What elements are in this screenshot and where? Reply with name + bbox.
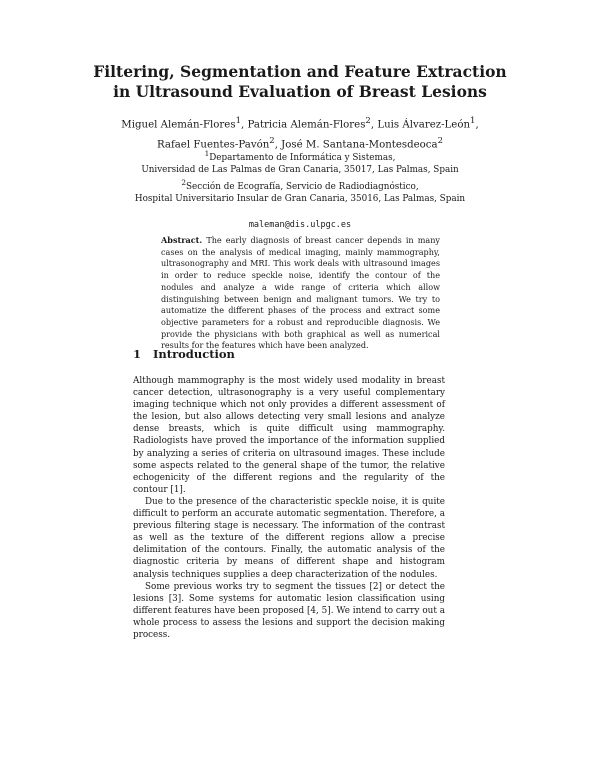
author-name: Patricia Alemán-Flores: [247, 119, 366, 131]
author-separator: ,: [475, 119, 479, 131]
author-name: Miguel Alemán-Flores: [121, 119, 236, 131]
affiliation-2-line-1: [0, 177, 600, 193]
author-separator: ,: [370, 119, 378, 131]
section-number: 1: [133, 347, 142, 361]
body-paragraph: Some previous works try to segment the tissues [2] or detect the lesions [3]. Some systems for automatic lesion classification using different features have been proposed [4, 5]. We intend to carry out a whole process to assess the lesions and support the decision making process.: [133, 581, 445, 640]
author-affil-marker: 2: [365, 116, 371, 126]
affiliation-text: Sección de Ecografía, Servicio de Radiodiagnóstico,: [186, 181, 419, 192]
affiliation-2-line-2: Hospital Universitario Insular de Gran Canaria, 35016, Las Palmas, Spain: [134, 194, 466, 205]
author-separator: ,: [274, 139, 282, 151]
section-title: Introduction: [153, 347, 235, 361]
abstract-text: The early diagnosis of breast cancer depends in many cases on the analysis of medical imaging, mainly mammography, ultrasonography and MRI. This work deals with ultrasound images in order to reduce speckle noise, identify the contour of the nodules and analyze a wide range of criteria which allow distinguishing between benign and malignant tumors. We try to automatize the different phases of the process and extract some objective parameters for a robust and reproducible diagnosis. We provide the physicians with both graphical as well as numerical results for the features which have been analyzed.: [161, 235, 440, 351]
author-name: Rafael Fuentes-Pavón: [156, 139, 270, 151]
title-line-2: in Ultrasound Evaluation of Breast Lesions: [113, 82, 487, 101]
body-paragraph: Due to the presence of the characteristic speckle noise, it is quite difficult to perform an accurate automatic segmentation. Therefore, a previous filtering stage is necessary. The information of the contrast as well as the texture of the different regions allow a precise delimitation of the contours. Finally, the automatic analysis of the diagnostic criteria by means of different shape and histogram analysis techniques supplies a deep characterization of the nodules.: [133, 496, 445, 580]
author-affil-marker: 2: [437, 136, 444, 147]
section-body: [133, 375, 445, 641]
affiliations: [0, 148, 600, 206]
title-line-1: Filtering, Segmentation and Feature Extraction: [93, 62, 507, 81]
abstract-label: Abstract.: [161, 235, 203, 245]
author-affil-marker: 1: [470, 116, 476, 126]
affiliation-marker: 2: [181, 177, 187, 187]
author-affil-marker: 2: [269, 136, 275, 147]
paper-title: [0, 62, 600, 102]
affiliation-1-line-2: Universidad de Las Palmas de Gran Canaria, 35017, Las Palmas, Spain: [141, 165, 459, 176]
abstract: [161, 235, 440, 352]
section-heading: [133, 347, 235, 361]
author-line-1: [0, 113, 600, 133]
contact-email: maleman@dis.ulpgc.es: [248, 220, 352, 230]
affiliation-text: Departamento de Informática y Sistemas,: [209, 152, 396, 163]
body-paragraph: Although mammography is the most widely used modality in breast cancer detection, ultrasonography is a very useful complementary imaging technique which not only provides a different assessment of the lesion, but also allows detecting very small lesions and analyze dense breasts, which is quite difficult using mammography. Radiologists have proved the importance of the information supplied by analyzing a series of criteria on ultrasound images. These include some aspects related to the general shape of the tumor, the relative echogenicity of the different regions and the regularity of the contour [1].: [133, 376, 445, 495]
affiliation-marker: 1: [204, 149, 210, 158]
affiliation-1-line-1: [0, 148, 600, 164]
author-name: Luis Álvarez-León: [377, 119, 471, 131]
author-name: José M. Santana-Montesdeoca: [281, 139, 438, 151]
author-separator: ,: [241, 119, 248, 131]
author-affil-marker: 1: [235, 116, 241, 126]
